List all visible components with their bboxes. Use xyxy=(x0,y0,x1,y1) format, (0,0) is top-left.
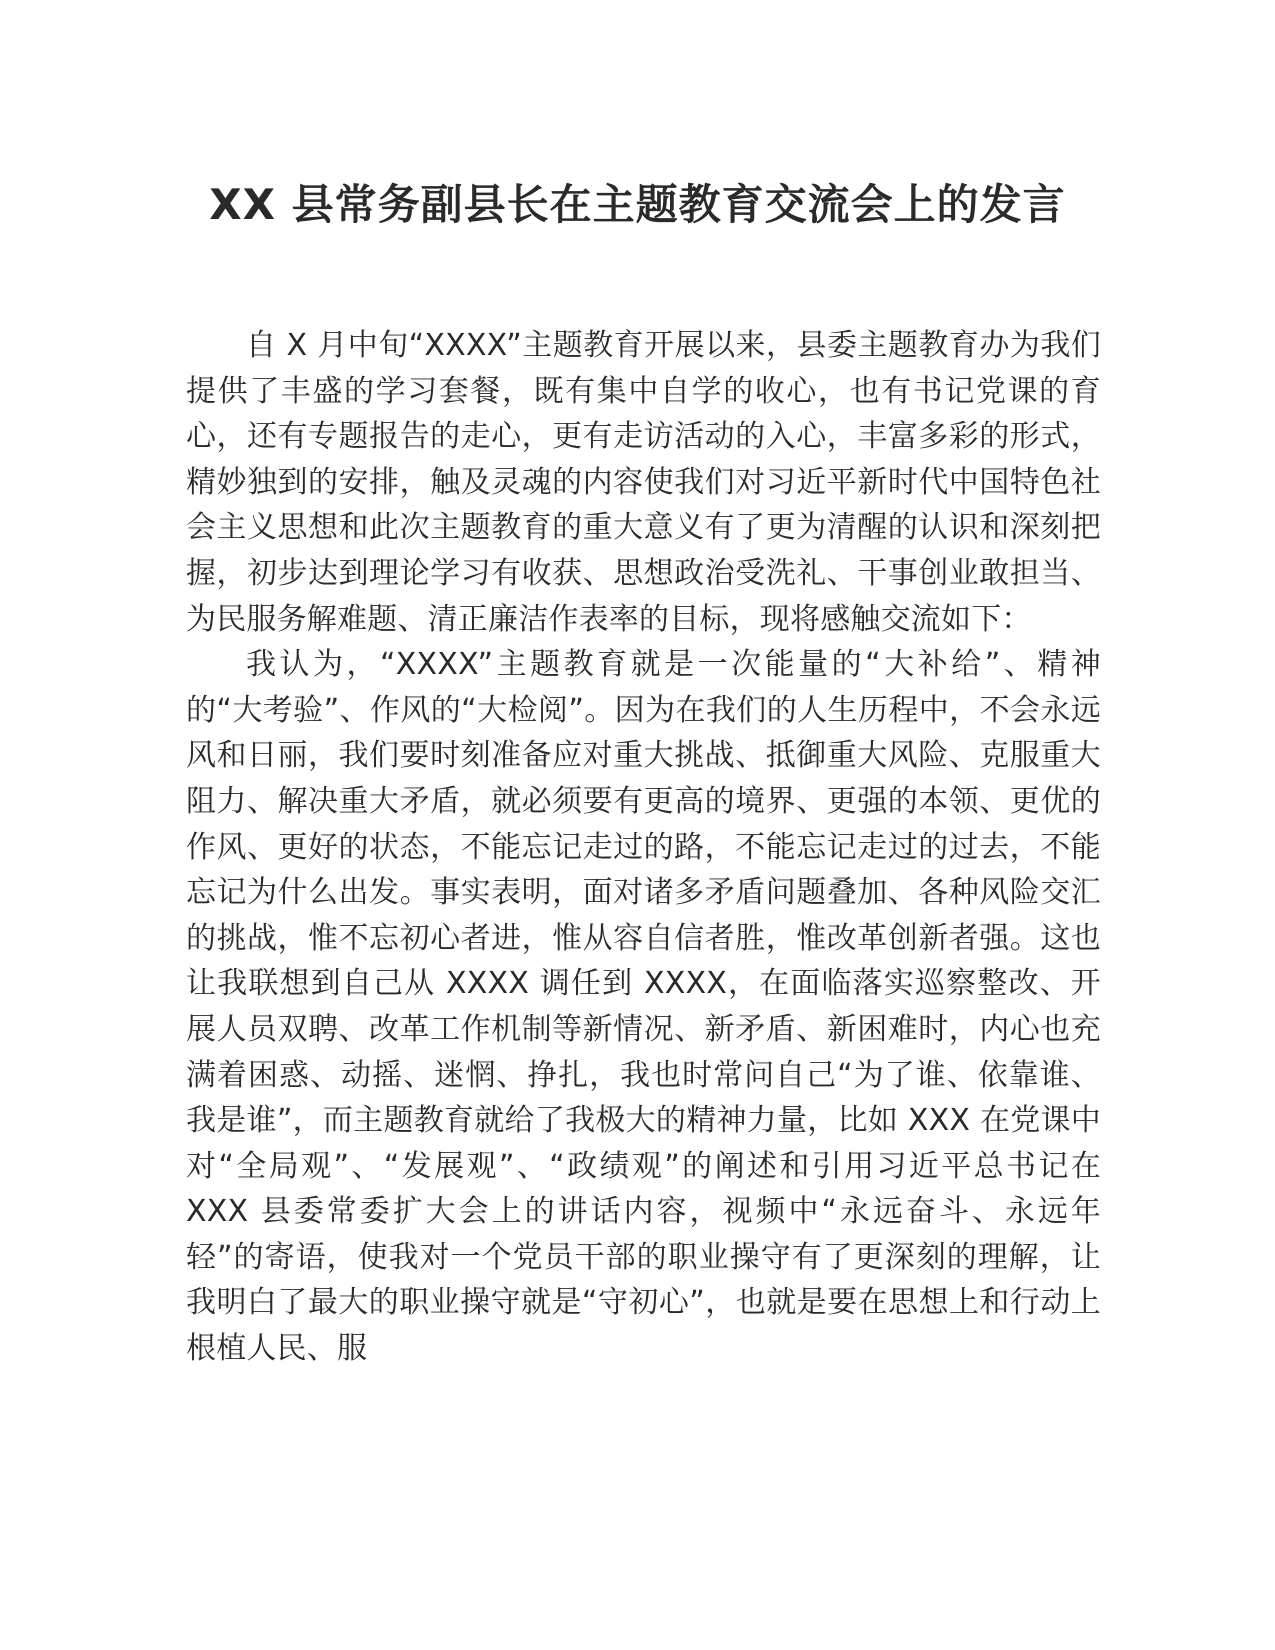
document-body xyxy=(186,323,1101,1372)
document-title: XX 县常务副县长在主题教育交流会上的发言 xyxy=(209,180,1066,229)
paragraph-1: 自 X 月中旬“XXXX”主题教育开展以来，县委主题教育办为我们提供了丰盛的学习套餐，既有集中自学的收心，也有书记党课的育心，还有专题报告的走心，更有走访活动的入心，丰富多彩的形式，精妙独到的安排，触及灵魂的内容使我们对习近平新时代中国特色社会主义思想和此次主题教育的重大意义有了更为清醒的认识和深刻把握，初步达到理论学习有收获、思想政治受洗礼、干事创业敢担当、为民服务解难题、清正廉洁作表率的目标，现将感触交流如下： xyxy=(186,328,1101,637)
paragraph-2: 我认为，“XXXX”主题教育就是一次能量的“大补给”、精神的“大考验”、作风的“大检阅”。因为在我们的人生历程中，不会永远风和日丽，我们要时刻准备应对重大挑战、抵御重大风险、克服重大阻力、解决重大矛盾，就必须要有更高的境界、更强的本领、更优的作风、更好的状态，不能忘记走过的路，不能忘记走过的过去，不能忘记为什么出发。事实表明，面对诸多矛盾问题叠加、各种风险交汇的挑战，惟不忘初心者进，惟从容自信者胜，惟改革创新者强。这也让我联想到自己从 XXXX 调任到 XXXX，在面临落实巡察整改、开展人员双聘、改革工作机制等新情况、新矛盾、新困难时，内心也充满着困惑、动摇、迷惘、挣扎，我也时常问自己“为了谁、依靠谁、我是谁”，而主题教育就给了我极大的精神力量，比如 XXX 在党课中对“全局观”、“发展观”、“政绩观”的阐述和引用习近平总书记在 XXX 县委常委扩大会上的讲话内容，视频中“永远奋斗、永远年轻”的寄语，使我对一个党员干部的职业操守有了更深刻的理解，让我明白了最大的职业操守就是“守初心”，也就是要在思想上和行动上根植人民、服 xyxy=(186,647,1101,1367)
